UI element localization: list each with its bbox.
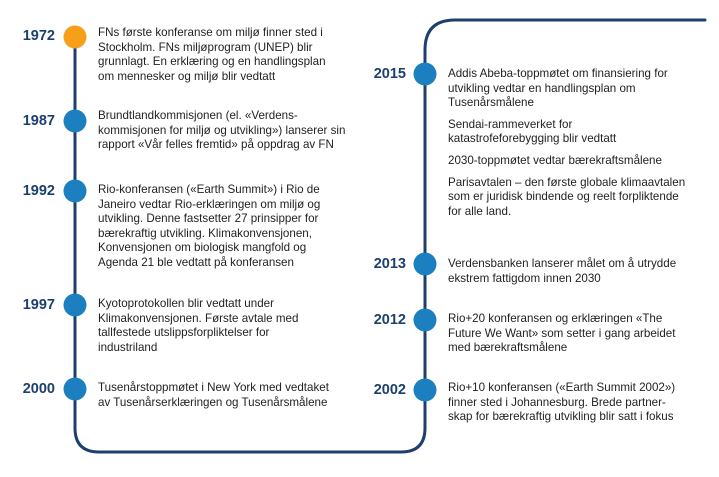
- timeline-dot-1972: [64, 26, 87, 49]
- event-2002-description: Rio+10 konferansen («Earth Summit 2002») finner sted i Johannesburg. Brede partner- skap for bærekraftig utvikling blir satt i fokus: [448, 381, 676, 424]
- event-1972-description: FNs første konferanse om miljø finner sted i Stockholm. FNs miljøprogram (UNEP) blir grunnlagt. En erklæring og en handlingsplan om mennesker og miljø blir vedtatt: [98, 26, 326, 83]
- event-2015-description: [448, 67, 685, 219]
- event-1987-description: Brundtlandkommisjonen (el. «Verdens- kommisjonen for miljø og utvikling») lanserer sin rapport «Vår felles fremtid» på oppdrag av FN: [98, 109, 346, 152]
- timeline-dot-2013: [414, 253, 437, 276]
- timeline-dot-2012: [414, 309, 437, 332]
- timeline-dot-1987: [64, 110, 87, 133]
- timeline-dot-2015: [414, 63, 437, 86]
- year-1987-label: 1987: [22, 113, 55, 129]
- year-2013-label: 2013: [373, 256, 406, 272]
- year-1972-label: 1972: [22, 28, 55, 44]
- event-1992-description: Rio-konferansen («Earth Summit») i Rio de Janeiro vedtar Rio-erklæringen om miljø og utvikling. Denne fastsetter 27 prinsipper for bærekraftig utvikling. Klimakonvensjonen, Konvensjonen om biologisk mangfold og Agenda 21 ble vedtatt på konferansen: [98, 183, 321, 269]
- year-2015-label: 2015: [373, 66, 406, 82]
- event-2015-sendai: Sendai-rammeverket for katastrofeforebygging blir vedtatt: [448, 117, 617, 146]
- event-2015-addis-abeba: Addis Abeba-toppmøtet om finansiering for utvikling vedtar en handlingsplan om Tusenårsmålene: [448, 67, 668, 110]
- event-2015-2030-summit: 2030-toppmøtet vedtar bærekraftsmålene: [448, 153, 662, 167]
- event-2000-description: Tusenårstoppmøtet i New York med vedtaket av Tusenårserklæringen og Tusenårsmålene: [98, 381, 329, 409]
- year-1997-label: 1997: [22, 297, 55, 313]
- year-2000-label: 2000: [22, 381, 55, 397]
- event-1997-description: Kyotoprotokollen blir vedtatt under Klimakonvensjonen. Første avtale med tallfestede utslippsforpliktelser for industriland: [98, 297, 299, 354]
- year-2012-label: 2012: [373, 312, 406, 328]
- year-1992-label: 1992: [22, 183, 55, 199]
- event-2012-description: Rio+20 konferansen og erklæringen «The Future We Want» som setter i gang arbeidet med bærekraftsmålene: [448, 312, 676, 355]
- event-2013-description: Verdensbanken lanserer målet om å utrydde ekstrem fattigdom innen 2030: [448, 257, 677, 285]
- year-2002-label: 2002: [373, 382, 406, 398]
- timeline-dot-2000: [64, 378, 87, 401]
- timeline-dot-2002: [414, 379, 437, 402]
- timeline-dot-1992: [64, 180, 87, 203]
- timeline-dot-1997: [64, 294, 87, 317]
- event-2015-paris: Parisavtalen – den første globale klimaavtalen som er juridisk bindende og reelt forpliktende for alle land.: [448, 175, 686, 218]
